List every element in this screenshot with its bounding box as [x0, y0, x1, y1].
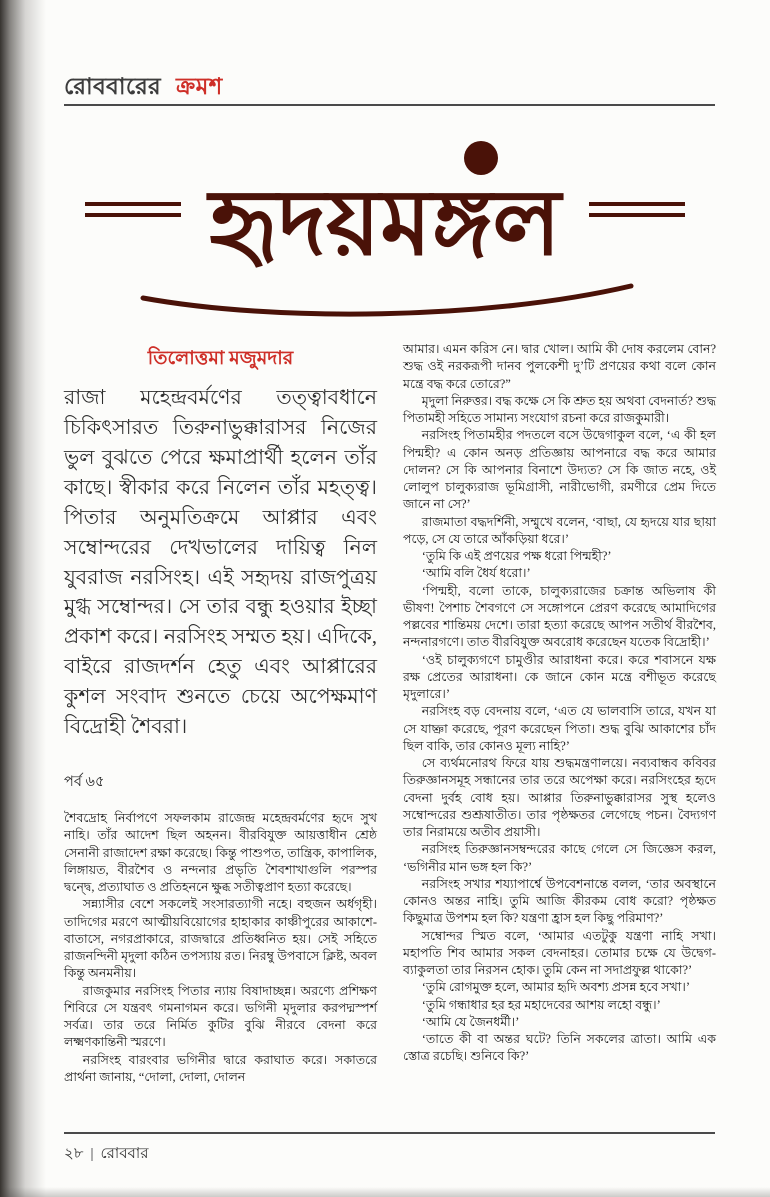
paragraph: ‘আমি বলি ধৈর্য ধরো।’ — [421, 566, 531, 581]
paragraph: নরসিংহ তিরুজ্ঞানসম্বন্দরের কাছে গেলে সে জিজ্ঞেস করল, ‘ভগিনীর মান ভঙ্গ হল কি?’ — [403, 842, 716, 874]
page-folio — [64, 1142, 149, 1167]
right-column-text — [403, 341, 716, 1066]
title-underline-swash — [143, 286, 631, 314]
masthead-brand: রোববারের — [64, 74, 161, 99]
title-flourish-left — [85, 202, 181, 217]
paragraph: ‘তুমি কি এই প্রণয়ের পক্ষ ধরো পিন্মহী?’ — [421, 549, 612, 563]
paragraph: ‘তুমি গন্ধাধার হর হর মহাদেবের আশয় লহো বন্ধু।’ — [421, 997, 661, 1012]
title-flourish-right — [589, 202, 685, 217]
paragraph: নরসিংহ বারংবার ভগিনীর দ্বারে করাঘাত করে। সকাতরে প্রার্থনা জানায়, “দোলা, দোলা, দোলন — [64, 1052, 377, 1084]
paragraph: শৈবদ্রোহ নির্বাপণে সফলকাম রাজেন্দ্র মহেন্দ্রবর্মণের হৃদে সুখ নাহি। তাঁর আদেশ ছিল অহনন। বীরবিযুক্ত আয়ত্তাধীন শ্রেষ্ঠ সেনানী রাজাদেশ রক্ষা করেছে। কিন্তু পাশুপত, তান্ত্রিক, কাপালিক, লিঙ্গায়ত, বীরশৈব ও নন্দনার প্রভৃতি শৈবশাখাগুলি পরস্পর দ্বন্দ্বে, প্রত্যাঘাত ও প্রতিহননে ক্ষুব্ধ সতীত্বপ্রাণ হত্যা করেছে। — [64, 811, 377, 895]
paragraph: আমার। এমন করিস নে। দ্বার খোল। আমি কী দোষ করলেম বোন? শুদ্ধ ওই নরকরূপী দানব পুলকেশী দু’টি প্রণয়ের কথা বলে কোন মন্ত্রে বদ্ধ করে তোরে?” — [403, 342, 716, 391]
paragraph: মৃদুলা নিরুত্তর। বদ্ধ কক্ষে সে কি শ্রুত হয় অথবা বেদনার্ত? শুদ্ধ পিতামহী সহিতে সামান্য সংযোগ রচনা করে রাজকুমারী। — [403, 393, 716, 425]
left-column-text — [64, 810, 377, 1086]
paragraph: ‘তুমি রোগমুক্ত হলে, আমার হৃদি অবশ্য প্রসন্ন হবে সখা।’ — [421, 980, 690, 995]
scan-shadow-bottom — [0, 1187, 770, 1197]
paragraph: ‘পিন্মহী, বলো তাকে, চালুক্যরাজের চক্রান্ত অভিলাষ কী ভীষণ! পৈশাচ শৈবগণে সে সঙ্গোপনে প্রেরণ করেছে আমাদিগের পল্লবের শান্তিময় দেশে। তারা হত্যা করেছে আপন সতীর্থ বীরশৈব, নন্দনারগণে। তাত বীরবিযুক্ত অবরোধ করেছেন যতেক বিদ্রোহী।’ — [403, 583, 716, 650]
page-number: ২৮ — [64, 1146, 84, 1162]
header-rule — [64, 104, 715, 106]
episode-label: পর্ব ৬৫ — [64, 774, 105, 791]
left-column — [64, 384, 377, 1086]
paragraph: ‘তাতে কী বা অন্তর ঘটে? তিনি সকলের ত্রাতা। আমি এক স্তোত্র রচেছি। শুনিবে কি?’ — [403, 1032, 716, 1064]
author-name: তিলোত্তমা মজুমদার — [147, 348, 294, 369]
paragraph: নরসিংহ সখার শয্যাপার্শ্বে উপবেশনান্তে বলল, ‘তার অবস্থানে কোনও অন্তর নাহি। তুমি আজি কীরকম বোধ করো? পৃষ্ঠক্ষত কিছুমাত্র উপশম হল কি? যন্ত্রণা হ্রাস হল কিছু পরিমাণ?’ — [403, 876, 716, 926]
paragraph: নরসিংহ পিতামহীর পদতলে বসে উদ্বেগাকুল বলে, ‘এ কী হল পিন্মহী? এ কোন অনড় প্রতিজ্ঞায় আপনারে বদ্ধ করে আমার দোলন? সে কি আপনার বিনাশে উদ্যত? সে কি জাত নহে, ওই লোলুপ চালুক্যরাজ ভূমিগ্রাসী, নারীভোগী, রমণীরে প্রেম দিতে জানে না সে?’ — [403, 428, 716, 512]
scan-shadow-left — [0, 0, 46, 1197]
paragraph: সে ব্যর্থমনোরথ ফিরে যায় শুদ্ধমন্ত্রণালয়ে। নব্যবান্ধব কবিবর তিরুজ্ঞানসমূহ সন্ধানের তার তরে অপেক্ষা করে। নরসিংহের হৃদে বেদনা দুর্বহ বোধ হয়। আপ্পার তিরুনাভুক্কারাসর সুস্থ হলেও সম্বোন্দরের শুশ্রূষাতীত। তার পৃষ্ঠক্ষতর লেগেছে পচন। বৈদ্যগণ তার নিরাময়ে অতীব প্রয়াসী। — [403, 756, 716, 839]
paragraph: ‘আমি যে জৈনধর্মী।’ — [421, 1014, 520, 1029]
paragraph: ‘ওই চালুক্যগণে চামুণ্ডীর আরাধনা করে। করে শবাসনে যক্ষ রক্ষ প্রেতের আরাধনা। কে জানে কোন মন্ত্রে বশীভূত করেছে মৃদুলারে।’ — [403, 652, 716, 701]
lead-synopsis: রাজা মহেন্দ্রবর্মণের তত্ত্বাবধানে চিকিৎসারত তিরুনাভুক্কারাসর নিজের ভুল বুঝতে পেরে ক্ষমাপ্রার্থী হলেন তাঁর কাছে। স্বীকার করে নিলেন তাঁর মহত্ত্ব। পিতার অনুমতিক্রমে আপ্পার এবং সম্বোন্দরের দেখভালের দায়িত্ব নিল যুবরাজ নরসিংহ। এই সহৃদয় রাজপুত্রয় মুগ্ধ সম্বোন্দর। সে তার বন্ধু হওয়ার ইচ্ছা প্রকাশ করে। নরসিংহ সম্মত হয়। এদিকে, বাইরে রাজদর্শন হেতু এবং আপ্পারের কুশল সংবাদ শুনতে চেয়ে অপেক্ষমাণ বিদ্রোহী শৈবরা। — [64, 387, 377, 739]
paragraph: সন্ন্যাসীর বেশে সকলেই সংসারত্যাগী নহে। বহুজন অর্ধগৃহী। তাদিগের মরণে আত্মীয়বিয়োগের হাহাকার কাঞ্চীপুরের আকাশে-বাতাসে, নগরপ্রাকারে, রাজদ্বারে প্রতিধ্বনিত হয়। সেই সহিতে রাজনন্দিনী মৃদুলা কঠিন তপস্যায় রত। নিরম্বু উপবাসে ক্লিষ্ট, অবল কিন্তু অনমনীয়। — [64, 897, 377, 981]
footer-rule — [64, 1132, 715, 1134]
paragraph: রাজকুমার নরসিংহ পিতার ন্যায় বিষাদাচ্ছন্ন। অরণ্যে প্রশিক্ষণ শিবিরে সে যন্ত্রবৎ গমনাগমন করে। ভগিনী মৃদুলার করপদ্মস্পর্শ সর্বত্র। তার তরে নির্মিত কুটির বুঝি নীরবে বেদনা করে লক্ষ্মণকান্তিনী স্মরণে। — [64, 983, 377, 1050]
paragraph: রাজমাতা বদ্ধদর্শিনী, সম্মুখে বলেন, ‘বাছা, যে হৃদয়ে যার ছায়া পড়ে, সে যে তারে আঁকড়িয়া ধরে।’ — [403, 514, 716, 546]
paragraph: সম্বোন্দর স্মিত বলে, ‘আমার এতটুকু যন্ত্রণা নাহি সখা। মহাপতি শিব আমার সকল বেদনাহর। তোমার চক্ষে যে উদ্বেগ-ব্যাকুলতা তার নিরসন হোক। তুমি কেন না সদাপ্রফুল্ল থাকো?’ — [403, 928, 716, 977]
folio-separator: | — [90, 1146, 94, 1162]
magazine-name: রোববার — [100, 1146, 149, 1162]
right-column — [403, 341, 716, 1066]
story-title: হৃদয়মঙ্গল — [209, 172, 561, 274]
title-dot — [464, 141, 498, 175]
title-art — [85, 122, 685, 337]
paragraph: নরসিংহ বড় বেদনায় বলে, ‘এত যে ভালবাসি তারে, যখন যা সে যাচ্ঞা করেছে, পূরণ করেছেন পিতা। শুদ্ধ বুঝি আকাশের চাঁদ ছিল বাকি, তার কোনও মূল্য নাহি?’ — [403, 704, 716, 753]
masthead — [64, 68, 223, 107]
masthead-serial-label: ক্রমশ — [176, 74, 223, 99]
